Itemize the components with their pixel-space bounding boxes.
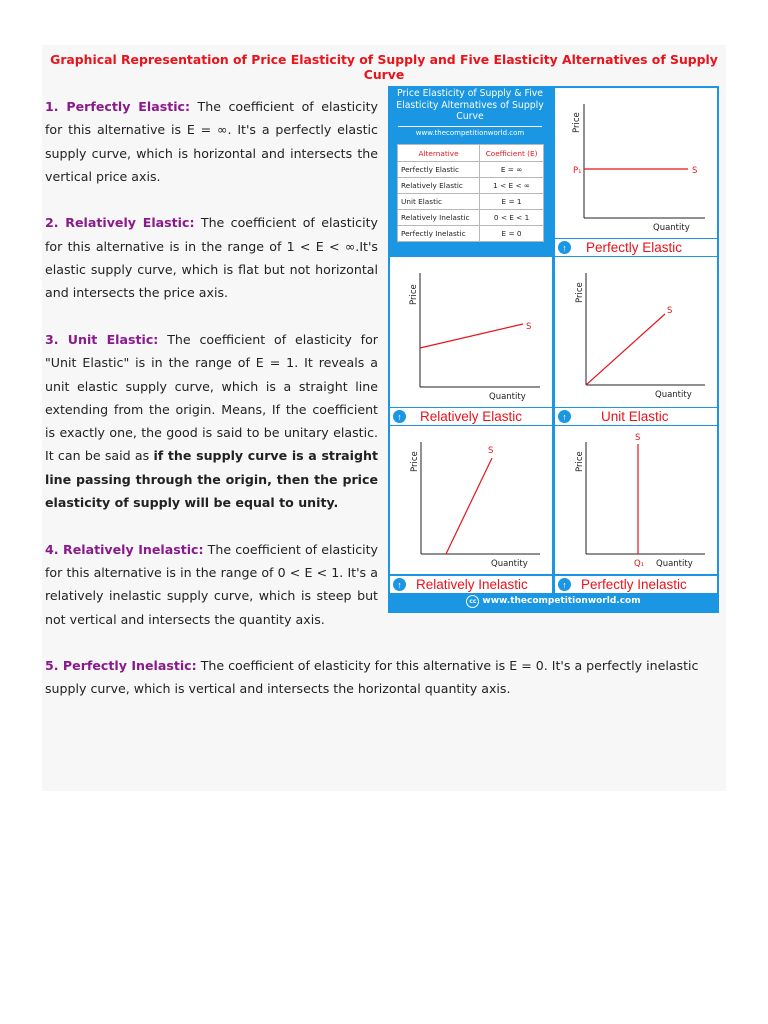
curve-label: S (526, 322, 532, 332)
curve-label: S (635, 433, 641, 443)
alternatives-table (397, 144, 544, 242)
item-label: 1. Perfectly Elastic: (45, 99, 191, 114)
table-cell: E = 1 (480, 194, 544, 210)
item-bold-text: if the supply curve is a straight line passing through the origin, then the price elasticity of supply will be equal to unity. (45, 448, 378, 511)
table-cell: Perfectly Elastic (398, 162, 480, 178)
axis-label-price: Price (575, 282, 585, 303)
caption-text: Relatively Inelastic (416, 577, 528, 592)
caption-unit-elastic (555, 408, 717, 425)
table-cell: 1 < E < ∞ (480, 178, 544, 194)
caption-relatively-elastic (390, 408, 552, 425)
axis-label-quantity: Quantity (491, 559, 528, 569)
graph-unit-elastic (555, 257, 717, 407)
table-row (398, 178, 544, 194)
table-row (398, 162, 544, 178)
item-text: The coefficient of elasticity for this alternative is in the range of 1 < E < ∞.It's elastic supply curve, which is flat but not horizontal and intersects the price axis. (45, 215, 378, 301)
graph-perfectly-elastic (555, 88, 717, 238)
table-header: Coefficient (E) (480, 145, 544, 162)
caption-relatively-inelastic (390, 576, 552, 593)
figure-header-panel (388, 86, 552, 252)
curve-label: S (667, 306, 673, 316)
curve-label: S (692, 166, 698, 176)
axis-label-price: Price (572, 112, 582, 133)
item-label: 3. Unit Elastic: (45, 331, 159, 347)
footer-url: www.thecompetitionworld.com (482, 596, 641, 606)
item-perfectly-inelastic (45, 654, 723, 701)
price-level-label: P₁ (573, 166, 582, 176)
arrow-up-icon: ↑ (558, 410, 571, 423)
table-header-row (398, 145, 544, 162)
table-row (398, 194, 544, 210)
figure-footer (388, 595, 719, 608)
item-relatively-elastic (45, 211, 378, 304)
table-cell: 0 < E < 1 (480, 210, 544, 226)
axis-label-price: Price (575, 451, 585, 472)
graph-svg (390, 257, 552, 407)
graph-svg (555, 88, 717, 238)
item-unit-elastic (45, 328, 378, 514)
axis-label-quantity: Quantity (655, 390, 692, 400)
supply-curve (586, 314, 665, 385)
caption-text: Unit Elastic (601, 409, 669, 424)
quantity-level-label: Q₁ (634, 559, 645, 569)
axis-label-quantity: Quantity (489, 392, 526, 402)
arrow-up-icon: ↑ (558, 578, 571, 591)
page-title: Graphical Representation of Price Elasticity of Supply and Five Elasticity Alternatives of Supply Curve (50, 52, 718, 82)
arrow-up-icon: ↑ (558, 241, 571, 254)
item-label: 5. Perfectly Inelastic: (45, 658, 197, 673)
graph-relatively-elastic (390, 257, 552, 407)
caption-text: Relatively Elastic (420, 409, 523, 424)
item-text: The coefficient of elasticity for this alternative is E = ∞. It's a perfectly elastic supply curve, which is horizontal and intersects the vertical price axis. (45, 99, 378, 184)
graph-svg (390, 426, 552, 574)
table-cell: Perfectly Inelastic (398, 226, 480, 242)
axis-label-quantity: Quantity (653, 223, 690, 233)
panel-title: Price Elasticity of Supply & Five Elasticity Alternatives of Supply Curve (396, 88, 544, 122)
graph-perfectly-inelastic (555, 426, 717, 574)
item-relatively-inelastic (45, 538, 378, 631)
left-text-column (45, 95, 378, 631)
table-cell: Relatively Inelastic (398, 210, 480, 226)
item-text: The coefficient of elasticity for this alternative is in the range of 0 < E < 1. It's a relatively inelastic supply curve, which is steep but not vertical and intersects the quantity axis. (45, 541, 379, 627)
elasticity-figure (388, 86, 719, 613)
table-header: Alternative (398, 145, 480, 162)
graph-relatively-inelastic (390, 426, 552, 574)
creative-commons-icon: cc (466, 595, 479, 608)
table-cell: Unit Elastic (398, 194, 480, 210)
caption-perfectly-elastic (555, 239, 717, 256)
item-text: The coefficient of elasticity for "Unit Elastic" is in the range of E = 1. It reveals a unit elastic supply curve, which is a straight line extending from the origin. Means, If the coefficient is exactly one, the good is said to be unitary elastic. It can be said as (45, 331, 378, 464)
arrow-up-icon: ↑ (393, 410, 406, 423)
axis-label-quantity: Quantity (656, 559, 693, 569)
axis-label-price: Price (409, 284, 419, 305)
caption-text: Perfectly Elastic (586, 240, 683, 255)
curve-label: S (488, 446, 494, 456)
panel-url: www.thecompetitionworld.com (398, 126, 542, 137)
item-label: 2. Relatively Elastic: (45, 215, 195, 231)
item-text: The coefficient of elasticity for this alternative is E = 0. It's a perfectly inelastic supply curve, which is vertical and intersects the horizontal quantity axis. (45, 658, 699, 697)
supply-curve (420, 324, 523, 348)
table-cell: E = 0 (480, 226, 544, 242)
caption-perfectly-inelastic (555, 576, 717, 593)
axis-label-price: Price (410, 451, 420, 472)
table-cell: E = ∞ (480, 162, 544, 178)
arrow-up-icon: ↑ (393, 578, 406, 591)
graph-svg (555, 426, 717, 574)
table-row (398, 210, 544, 226)
item-perfectly-elastic (45, 95, 378, 188)
item-label: 4. Relatively Inelastic: (45, 541, 204, 557)
table-row (398, 226, 544, 242)
graph-svg (555, 257, 717, 407)
table-cell: Relatively Elastic (398, 178, 480, 194)
caption-text: Perfectly Inelastic (581, 577, 687, 592)
supply-curve (446, 458, 492, 554)
